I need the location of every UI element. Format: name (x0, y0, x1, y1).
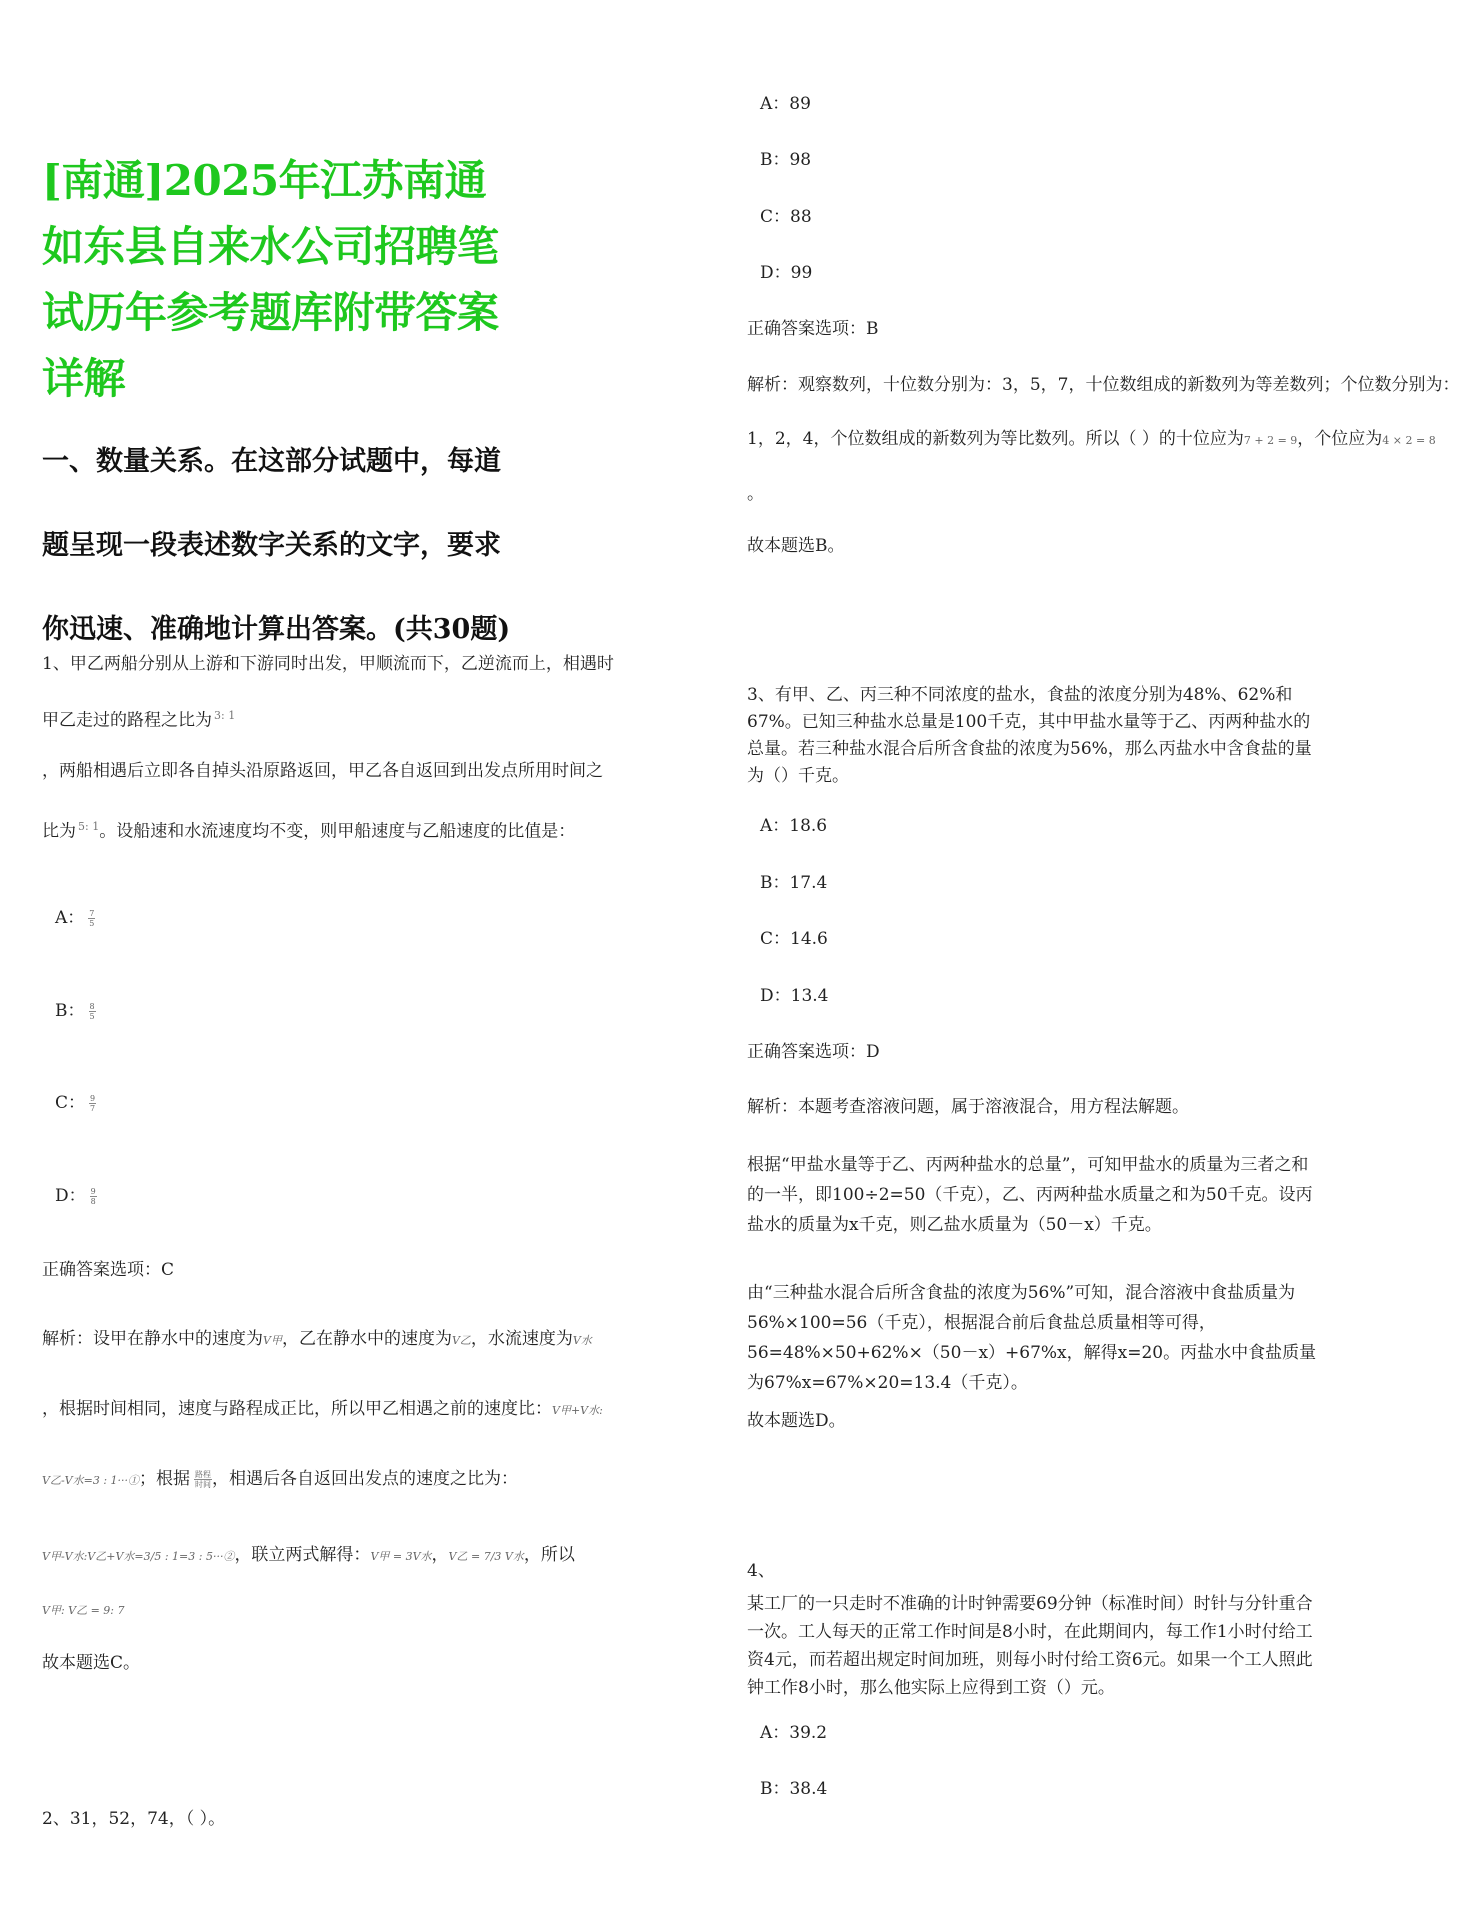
q2-option-a: A：89 (760, 94, 811, 114)
q1-explanation-line4 (42, 1544, 575, 1568)
q1-separator: ， (431, 1545, 449, 1565)
q1-ratio-1: 3: 1 (214, 709, 236, 722)
q1-option-d-den: 8 (90, 1197, 96, 1206)
q1-exp3b: ，相遇后各自返回出发点的速度之比为： (212, 1469, 519, 1489)
q1-option-a-fraction (88, 909, 95, 928)
q2-conclusion: 故本题选B。 (747, 536, 845, 556)
q1-stem-line4b: 。设船速和水流速度均不变，则甲船速度与乙船速度的比值是： (99, 821, 576, 842)
q1-formula-3: V甲-V水:V乙+V水=3/5 : 1=3 : 5···② (42, 1550, 235, 1563)
q1-v-yi: V乙 (451, 1334, 471, 1347)
q3-explanation-para3: 由“三种盐水混合后所含食盐的浓度为56%”可知，混合溶液中食盐质量为56%×100=56（千克），根据混合前后食盐总质量相等可得，56=48%×50+62%×（50－x）+67%x，解得x=20。丙盐水中食盐质量为67%x=67%×20=13.4（千克）。 (747, 1283, 1317, 1393)
q1-frac-num: 路程 (195, 1470, 212, 1479)
q1-stem-line2-text: 甲乙走过的路程之比为 (42, 710, 212, 731)
q2-exp2b: ，个位应为 (1297, 429, 1383, 449)
q1-option-a-label: A： (55, 908, 85, 928)
q3-stem: 3、有甲、乙、丙三种不同浓度的盐水，食盐的浓度分别为48%、62%和67%。已知三种盐水总量是100千克，其中甲盐水量等于乙、丙两种盐水的总量。若三种盐水混合后所含食盐的浓度为56%，那么丙盐水中含食盐的量为（）千克。 (747, 685, 1312, 786)
q1-option-d-fraction (90, 1187, 97, 1206)
q1-frac-den: 时间 (195, 1480, 212, 1489)
q1-explanation-line1 (42, 1328, 592, 1352)
section-heading: 一、数量关系。在这部分试题中，每道题呈现一段表述数字关系的文字，要求你迅速、准确地计算出答案。(共30题) (42, 446, 511, 645)
q1-stem-line4a: 比为 (42, 821, 76, 842)
q1-stem-line3: ，两船相遇后立即各自掉头沿原路返回，甲乙各自返回到出发点所用时间之 (42, 761, 603, 781)
q4-option-a: A：39.2 (760, 1723, 828, 1743)
q1-formula-5: V乙 = 7/3 V水 (448, 1550, 524, 1563)
q1-option-d-label: D： (55, 1186, 86, 1206)
q2-explanation-line2 (747, 428, 1436, 452)
q1-formula-4: V甲 = 3V水 (370, 1550, 432, 1563)
q1-v-jia: V甲 (263, 1334, 282, 1347)
q1-option-c (55, 1092, 96, 1114)
q1-v-shui: V水 (572, 1334, 592, 1347)
q3-option-b: B：17.4 (760, 873, 828, 893)
q2-explanation-line3: 。 (747, 484, 764, 504)
q1-option-a-num: 7 (89, 909, 95, 918)
q2-formula-1: 7 + 2 = 9 (1243, 434, 1298, 447)
q1-ratio-2: 5: 1 (78, 820, 100, 833)
q1-option-b (55, 1000, 96, 1022)
q3-explanation-para2: 根据“甲盐水量等于乙、丙两种盐水的总量”，可知甲盐水的质量为三者之和的一半，即100÷2=50（千克），乙、丙两种盐水质量之和为50千克。设丙盐水的质量为x千克，则乙盐水质量为（50－x）千克。 (747, 1155, 1313, 1235)
q1-formula-6: V甲: V乙 = 9: 7 (42, 1604, 125, 1617)
q1-exp1b: ，乙在静水中的速度为 (281, 1329, 452, 1349)
q1-path-time-fraction (194, 1470, 212, 1489)
q1-option-b-fraction (89, 1002, 96, 1021)
q4-option-b: B：38.4 (760, 1779, 828, 1799)
q1-answer: 正确答案选项：C (42, 1260, 175, 1280)
q1-option-d-num: 9 (90, 1187, 96, 1196)
page-title: [南通]2025年江苏南通如东县自来水公司招聘笔试历年参考题库附带答案详解 (42, 156, 499, 403)
q1-option-c-fraction (89, 1094, 96, 1113)
q3-explanation-line1: 解析：本题考查溶液问题，属于溶液混合，用方程法解题。 (747, 1097, 1189, 1117)
q1-formula-1: V甲+V水: (552, 1404, 603, 1417)
q2-exp2a: 1，2，4，个位数组成的新数列为等比数列。所以（ ）的十位应为 (747, 429, 1244, 449)
q1-stem-line1: 1、甲乙两船分别从上游和下游同时出发，甲顺流而下，乙逆流而上，相遇时 (42, 654, 614, 674)
q1-option-b-num: 8 (89, 1002, 95, 1011)
q1-option-a-den: 5 (89, 919, 95, 928)
q4-stem: 某工厂的一只走时不准确的计时钟需要69分钟（标准时间）时针与分针重合一次。工人每天的正常工作时间是8小时，在此期间内，每工作1小时付给工资4元，而若超出规定时间加班，则每小时付给工资6元。如果一个工人照此钟工作8小时，那么他实际上应得到工资（）元。 (747, 1594, 1313, 1698)
q1-option-c-den: 7 (90, 1104, 96, 1113)
q1-formula-2: V乙-V水=3 : 1···① (42, 1474, 140, 1487)
q1-option-b-den: 5 (89, 1012, 95, 1021)
q1-exp2a: ，根据时间相同，速度与路程成正比，所以甲乙相遇之前的速度比： (42, 1399, 552, 1419)
q2-explanation-line1: 解析：观察数列，十位数分别为：3，5，7，十位数组成的新数列为等差数列；个位数分别为： (747, 375, 1459, 395)
q1-exp1a: 解析：设甲在静水中的速度为 (42, 1329, 263, 1349)
q2-answer: 正确答案选项：B (747, 319, 879, 339)
q1-exp1c: ，水流速度为 (470, 1329, 573, 1349)
q2-option-c: C：88 (760, 207, 812, 227)
q1-option-b-label: B： (55, 1001, 85, 1021)
q1-option-d (55, 1185, 97, 1207)
q1-option-a (55, 907, 95, 929)
q3-option-d: D：13.4 (760, 986, 829, 1006)
q3-option-c: C：14.6 (760, 929, 828, 949)
q1-exp4a: ，联立两式解得： (234, 1545, 371, 1565)
q2-option-d: D：99 (760, 263, 813, 283)
q1-explanation-line5 (42, 1598, 125, 1622)
q1-stem-line4 (42, 816, 575, 843)
q1-exp4b: ，所以 (523, 1545, 575, 1565)
q1-exp3a: ；根据 (139, 1469, 191, 1489)
q1-option-c-label: C： (55, 1093, 86, 1113)
q1-conclusion: 故本题选C。 (42, 1653, 141, 1673)
q3-option-a: A：18.6 (760, 816, 828, 836)
q3-answer: 正确答案选项：D (747, 1042, 880, 1062)
q2-formula-2: 4 × 2 = 8 (1382, 434, 1436, 447)
q4-number: 4、 (747, 1561, 775, 1581)
q1-stem-line2 (42, 705, 235, 732)
q1-explanation-line3 (42, 1468, 518, 1492)
q3-conclusion: 故本题选D。 (747, 1411, 846, 1431)
q2-stem: 2、31，52，74，（ ）。 (42, 1809, 226, 1829)
q2-option-b: B：98 (760, 150, 812, 170)
q1-explanation-line2 (42, 1398, 603, 1422)
q1-option-c-num: 9 (90, 1094, 96, 1103)
